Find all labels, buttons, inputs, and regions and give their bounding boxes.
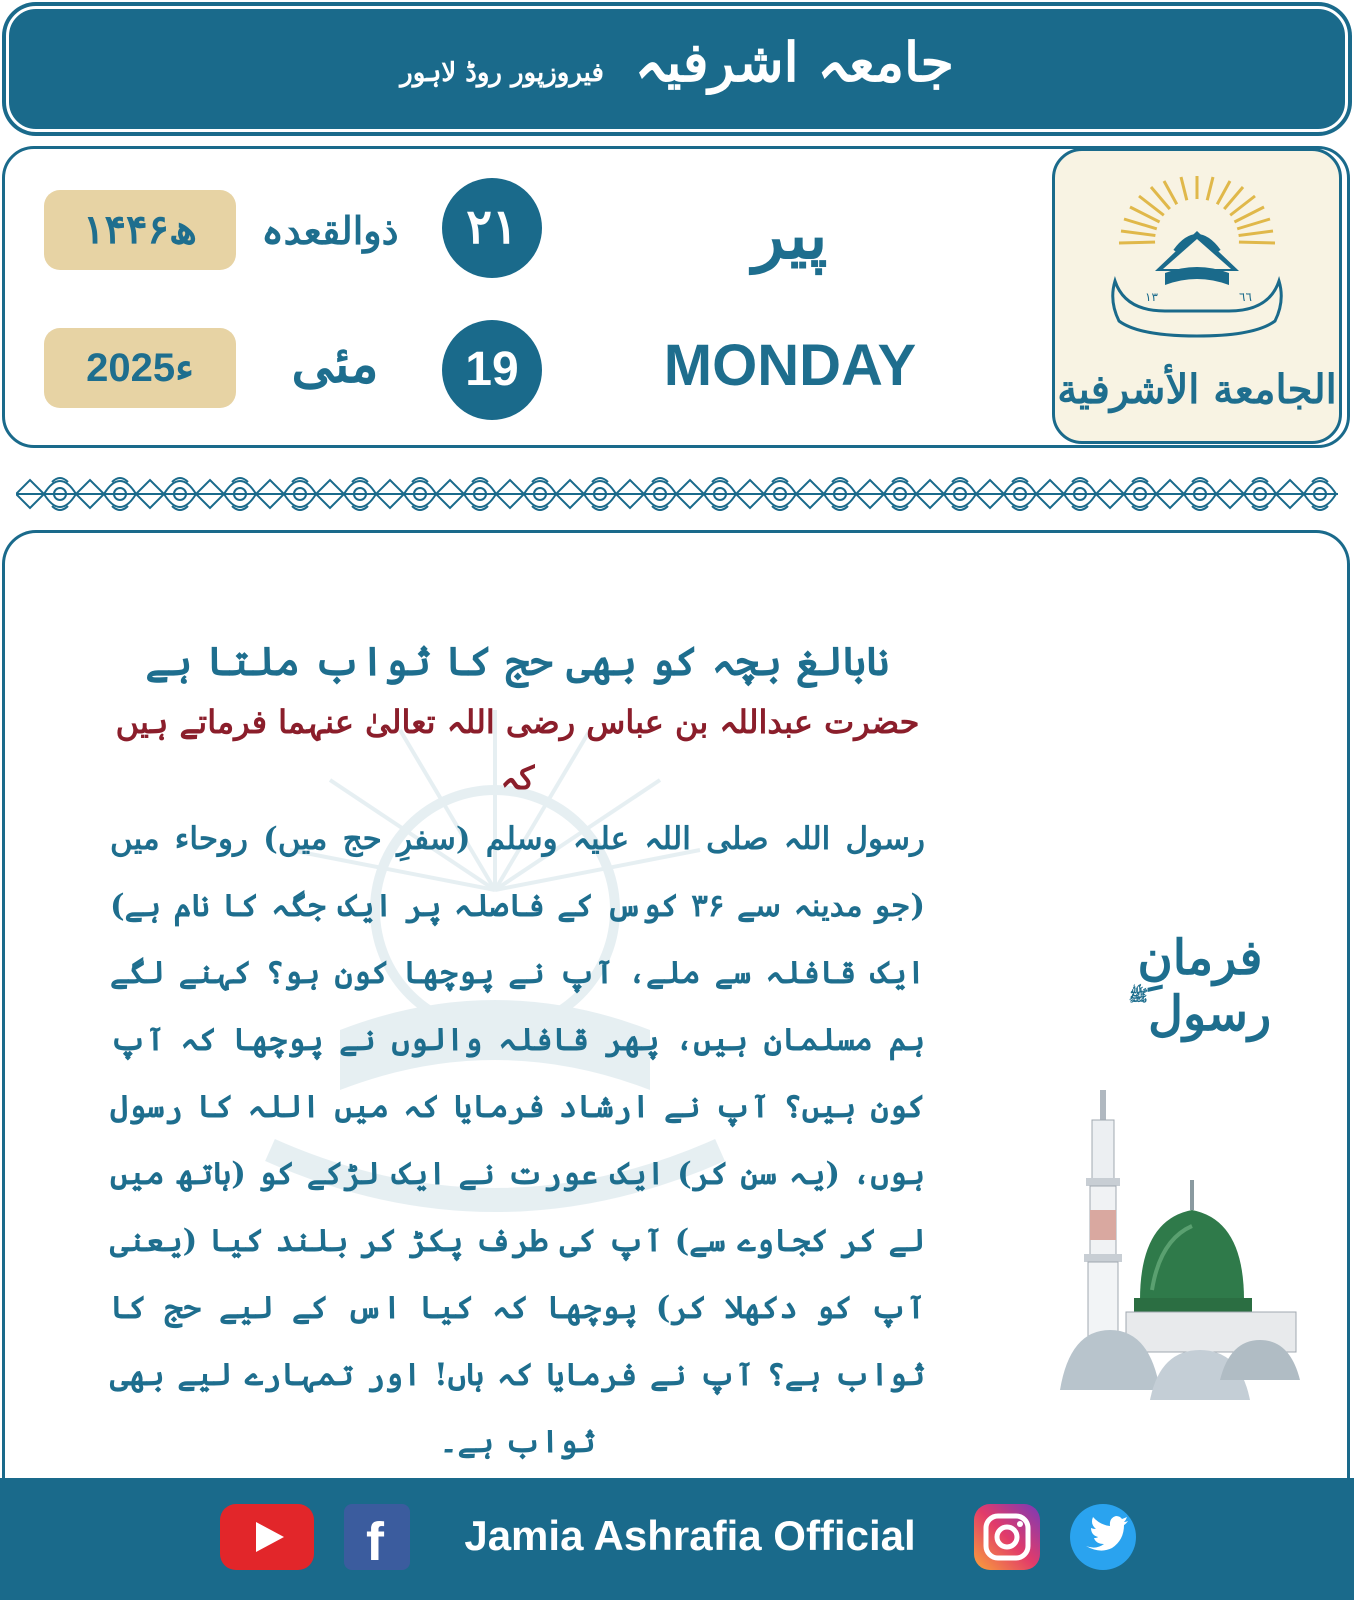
logo-box bbox=[1052, 148, 1342, 444]
footer-channel-name: Jamia Ashrafia Official bbox=[464, 1512, 916, 1559]
logo-text: الجامعة الأشرفية bbox=[1057, 366, 1337, 413]
header-subtitle: فیروزپور روڈ لاہور bbox=[400, 58, 604, 88]
hijri-day-circle: ۲۱ bbox=[442, 178, 542, 278]
hijri-year-pill: ۱۴۴۶ھ bbox=[44, 190, 236, 270]
farman-label-text: فرمانِ رسول bbox=[1137, 930, 1272, 1042]
gregorian-year-pill: 2025ء bbox=[44, 328, 236, 408]
header-title bbox=[2, 30, 1352, 94]
facebook-icon[interactable] bbox=[344, 1504, 410, 1570]
hadith-body: رسول اللہ صلی اللہ علیہ وسلم (سفرِ حج میں) روحاء میں (جو مدینہ سے ۳۶ کوس کے فاصلہ پر ایک جگہ کا نام ہے) ایک قافلہ سے ملے، آپ نے پوچھا کون ہو؟ کہنے لگے ہم مسلمان ہیں، پھر قافلہ والوں نے پوچھا کہ آپ کون ہیں؟ آپ نے ارشاد فرمایا کہ میں اللہ کا رسول ہوں، (یہ سن کر) ایک عورت نے ایک لڑکے کو (ہاتھ میں لے کر کجاوے سے) آپ کی طرف پکڑ کر بلند کیا (یعنی آپ کو دکھلا کر) پوچھا کہ کیا اس کے لیے حج کا ثواب ہے؟ آپ نے فرمایا کہ ہاں! اور تمہارے لیے بھی ثواب ہے۔ bbox=[110, 821, 925, 1460]
hadith-title: نابالغ بچہ کو بھی حج کا ثواب ملتا ہے bbox=[145, 638, 890, 685]
instagram-icon[interactable] bbox=[974, 1504, 1040, 1570]
gregorian-day-circle: 19 bbox=[442, 320, 542, 420]
header-banner bbox=[2, 2, 1352, 136]
farman-label bbox=[1070, 930, 1330, 1042]
youtube-icon[interactable] bbox=[220, 1504, 314, 1570]
hijri-month: ذوالقعدہ bbox=[261, 208, 399, 253]
green-dome-mosque-icon bbox=[1060, 1050, 1300, 1410]
institution-emblem-icon bbox=[1055, 161, 1339, 361]
weekday-urdu: پیر bbox=[752, 196, 828, 274]
twitter-icon[interactable] bbox=[1070, 1504, 1136, 1570]
weekday-english: MONDAY bbox=[663, 333, 917, 398]
hadith-narrator: حضرت عبداللہ بن عباس رضی اللہ تعالیٰ عنہما فرماتے ہیں کہ bbox=[115, 703, 920, 797]
header-title-text: جامعہ اشرفیہ bbox=[634, 30, 954, 94]
gregorian-month: مئی bbox=[291, 334, 379, 395]
svg-text:f: f bbox=[366, 1512, 384, 1570]
svg-text:٦٦: ٦٦ bbox=[1239, 290, 1252, 304]
ornament-border bbox=[16, 462, 1338, 526]
farman-honorific: ﷺ bbox=[1128, 986, 1149, 1005]
svg-text:۱۳: ۱۳ bbox=[1145, 290, 1158, 304]
hadith-block bbox=[110, 630, 925, 1536]
footer-bar bbox=[0, 1478, 1354, 1600]
